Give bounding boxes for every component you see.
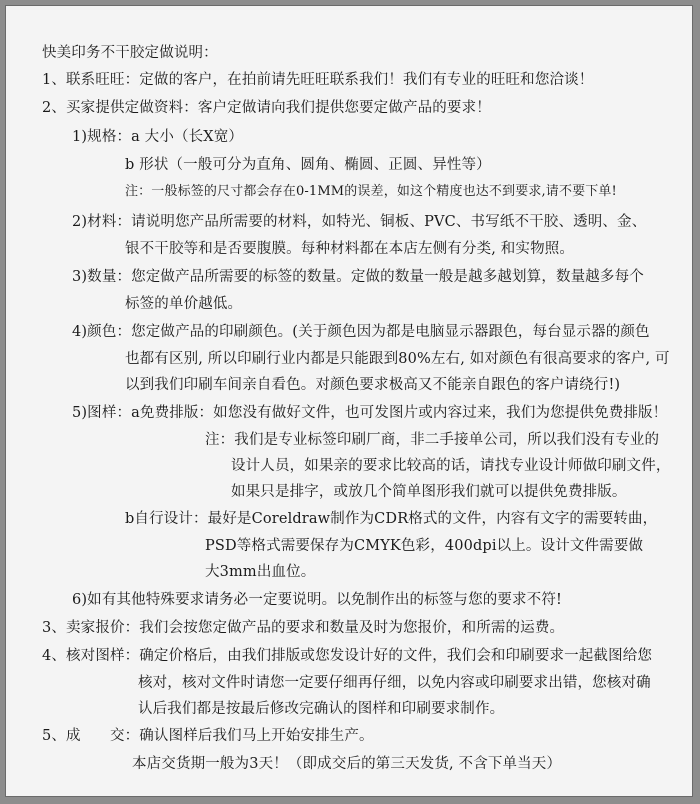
design-note-2: 设计人员，如果亲的要求比较高的话，请找专业设计师做印刷文件， — [231, 458, 671, 474]
quantity-line-2: 标签的单价越低。 — [125, 296, 243, 312]
section-4-check-line-3: 认后我们都是按最后修改完确认的图样和印刷要求制作。 — [138, 701, 505, 717]
section-2-materials: 2、买家提供定做资料：客户定做请向我们提供您要定做产品的要求！ — [42, 100, 491, 116]
material-line-2: 银不干胶等和是否要腹膜。每种材料都在本店左侧有分类, 和实物照。 — [125, 241, 575, 257]
material-line-1: 2)材料：请说明您产品所需要的材料，如特光、铜板、PVC、书写纸不干胶、透明、金、 — [72, 214, 647, 230]
design-self-2: PSD等格式需要保存为CMYK色彩，400dpi以上。设计文件需要做 — [205, 538, 644, 554]
instruction-sheet — [5, 5, 693, 797]
section-4-check-line-2: 核对，核对文件时请您一定要仔细再仔细，以免内容或印刷要求出错，您核对确 — [138, 675, 651, 691]
spec-shape: b 形状（一般可分为直角、圆角、椭圆、正圆、异性等） — [125, 157, 491, 173]
doc-title: 快美印务不干胶定做说明： — [42, 45, 218, 61]
spec-size: 1)规格：a 大小（长X宽） — [72, 129, 244, 145]
delivery-note: 本店交货期一般为3天！（即成交后的第三天发货, 不含下单当天） — [132, 756, 562, 772]
section-3-quote: 3、卖家报价：我们会按您定做产品的要求和数量及时为您报价，和所需的运费。 — [42, 620, 565, 636]
quantity-line-1: 3)数量：您定做产品所需要的标签的数量。定做的数量一般是越多越划算，数量越多每个 — [72, 269, 644, 285]
other-requirements: 6)如有其他特殊要求请务必一定要说明。以免制作出的标签与您的要求不符! — [72, 592, 562, 608]
color-line-1: 4)颜色：您定做产品的印刷颜色。(关于颜色因为都是电脑显示器跟色，每台显示器的颜色 — [72, 324, 650, 340]
section-5-deal: 5、成 交：确认图样后我们马上开始安排生产。 — [42, 728, 374, 744]
color-line-3: 以到我们印刷车间亲自看色。对颜色要求极高又不能亲自跟色的客户请绕行!) — [125, 377, 621, 393]
section-1-contact: 1、联系旺旺：定做的客户，在拍前请先旺旺联系我们！我们有专业的旺旺和您洽谈！ — [42, 72, 594, 88]
design-self-3: 大3mm出血位。 — [205, 564, 316, 580]
design-self-1: b自行设计：最好是Coreldraw制作为CDR格式的文件，内容有文字的需要转曲， — [125, 511, 658, 527]
color-line-2: 也都有区别, 所以印刷行业内都是只能跟到80%左右, 如对颜色有很高要求的客户, 可 — [125, 351, 670, 367]
section-4-check-line-1: 4、核对图样：确定价格后，由我们排版或您发设计好的文件，我们会和印刷要求一起截图给您 — [42, 648, 653, 664]
design-note-3: 如果只是排字，或放几个简单图形我们就可以提供免费排版。 — [231, 484, 627, 500]
design-free-layout: 5)图样：a免费排版：如您没有做好文件，也可发图片或内容过来，我们为您提供免费排版！ — [72, 405, 668, 421]
spec-note: 注：一般标签的尺寸都会存在0-1MM的误差，如这个精度也达不到要求,请不要下单! — [125, 184, 617, 199]
design-note-1: 注：我们是专业标签印刷厂商，非二手接单公司，所以我们没有专业的 — [205, 432, 660, 448]
